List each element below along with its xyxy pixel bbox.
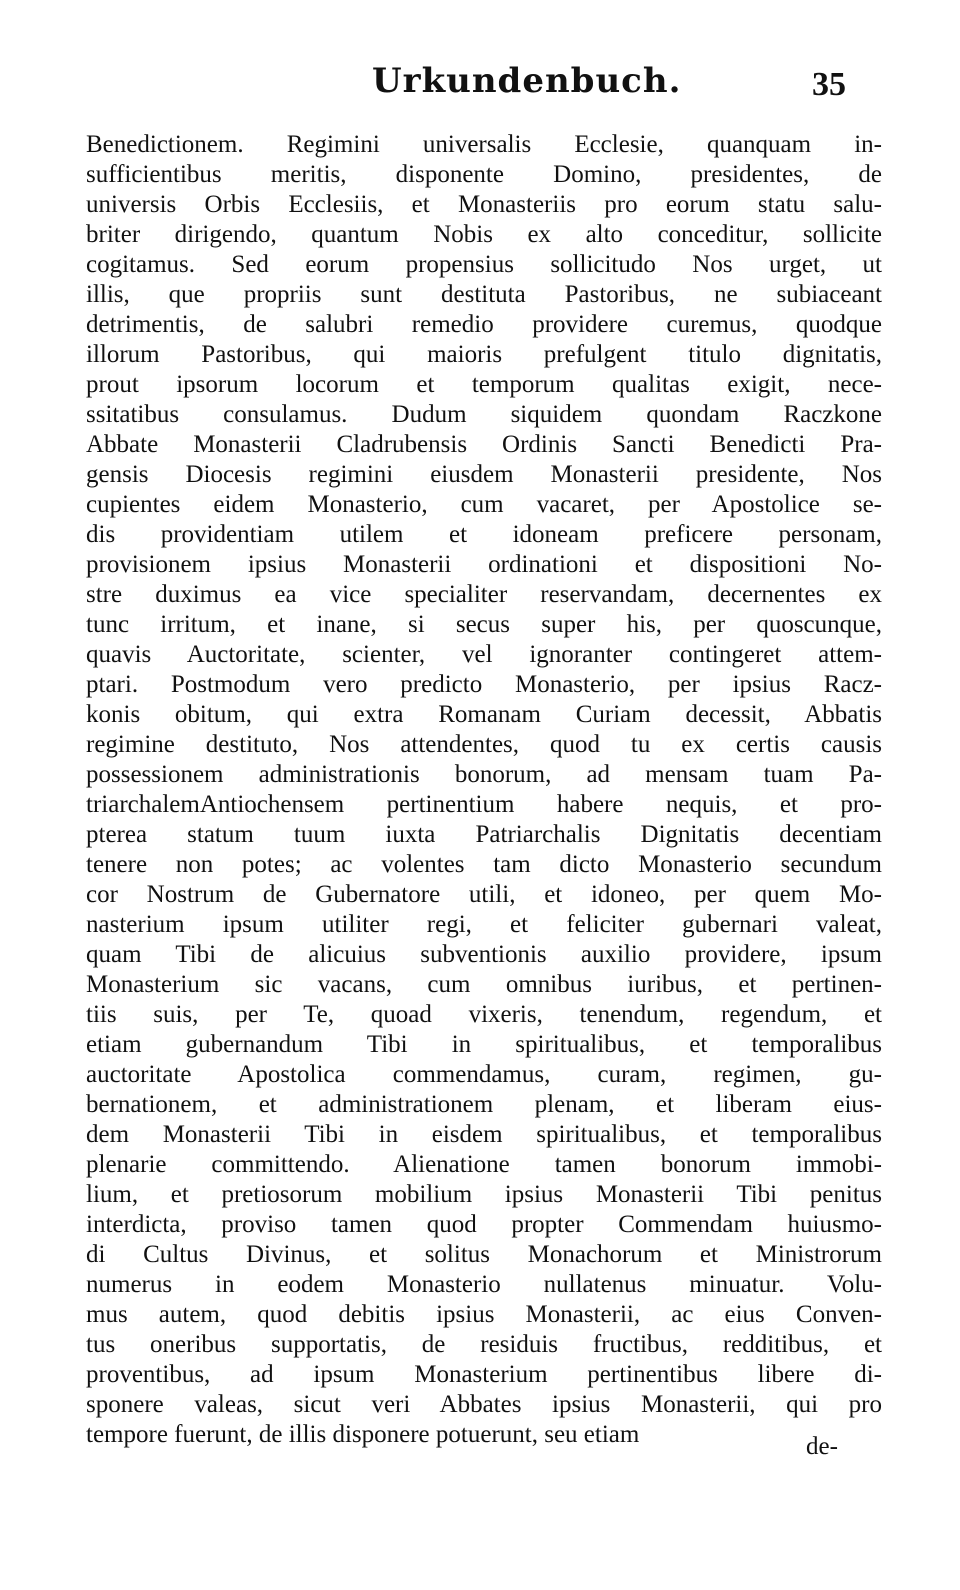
text-line: tiis suis, per Te, quoad vixeris, tenendum, regendum, et (86, 1001, 882, 1028)
text-line: etiam gubernandum Tibi in spiritualibus, et temporalibus (86, 1031, 882, 1058)
text-line: konis obitum, qui extra Romanam Curiam decessit, Abbatis (86, 701, 882, 728)
body-text (86, 130, 882, 1450)
text-line: auctoritate Apostolica commendamus, curam, regimen, gu- (86, 1061, 882, 1088)
text-line: numerus in eodem Monasterio nullatenus minuatur. Volu- (86, 1271, 882, 1298)
text-line: quavis Auctoritate, scienter, vel ignoranter contingeret attem- (86, 641, 882, 668)
text-line: mus autem, quod debitis ipsius Monasterii, ac eius Conven- (86, 1301, 882, 1328)
text-line: sufficientibus meritis, disponente Domino, presidentes, de (86, 161, 882, 188)
text-line: sponere valeas, sicut veri Abbates ipsius Monasterii, qui pro (86, 1391, 882, 1418)
text-line: dis providentiam utilem et idoneam preficere personam, (86, 521, 882, 548)
text-line: cor Nostrum de Gubernatore utili, et idoneo, per quem Mo- (86, 881, 882, 908)
text-line: pterea statum tuum iuxta Patriarchalis Dignitatis decentiam (86, 821, 882, 848)
text-line: briter dirigendo, quantum Nobis ex alto conceditur, sollicite (86, 221, 882, 248)
text-line: tus oneribus supportatis, de residuis fructibus, redditibus, et (86, 1331, 882, 1358)
catchword: de- (806, 1433, 838, 1460)
text-line: stre duximus ea vice specialiter reservandam, decernentes ex (86, 581, 882, 608)
text-line: gensis Diocesis regimini eiusdem Monasterii presidente, Nos (86, 461, 882, 488)
text-line: universis Orbis Ecclesiis, et Monasteriis pro eorum statu salu- (86, 191, 882, 218)
text-line: bernationem, et administrationem plenam, et liberam eius- (86, 1091, 882, 1118)
text-line: nasterium ipsum utiliter regi, et feliciter gubernari valeat, (86, 911, 882, 938)
text-line: detrimentis, de salubri remedio providere curemus, quodque (86, 311, 882, 338)
text-line: lium, et pretiosorum mobilium ipsius Monasterii Tibi penitus (86, 1181, 882, 1208)
text-line: interdicta, proviso tamen quod propter Commendam huiusmo- (86, 1211, 882, 1238)
text-line: Abbate Monasterii Cladrubensis Ordinis Sancti Benedicti Pra- (86, 431, 882, 458)
text-line: proventibus, ad ipsum Monasterium pertinentibus libere di- (86, 1361, 882, 1388)
text-line: triarchalemAntiochensem pertinentium habere nequis, et pro- (86, 791, 882, 818)
text-line: tempore fuerunt, de illis disponere potuerunt, seu etiam (86, 1421, 640, 1448)
text-line: dem Monasterii Tibi in eisdem spiritualibus, et temporalibus (86, 1121, 882, 1148)
running-head: Urkundenbuch. (372, 61, 682, 101)
text-line: ptari. Postmodum vero predicto Monasterio, per ipsius Racz- (86, 671, 882, 698)
text-line: illis, que propriis sunt destituta Pastoribus, ne subiaceant (86, 281, 882, 308)
text-line: Benedictionem. Regimini universalis Ecclesie, quanquam in- (86, 131, 882, 158)
text-line: prout ipsorum locorum et temporum qualitas exigit, nece- (86, 371, 882, 398)
text-line: Monasterium sic vacans, cum omnibus iuribus, et pertinen- (86, 971, 882, 998)
text-line: illorum Pastoribus, qui maioris prefulgent titulo dignitatis, (86, 341, 882, 368)
page-number: 35 (812, 66, 846, 103)
text-line: quam Tibi de alicuius subventionis auxilio providere, ipsum (86, 941, 882, 968)
text-line: possessionem administrationis bonorum, ad mensam tuam Pa- (86, 761, 882, 788)
text-line: di Cultus Divinus, et solitus Monachorum et Ministrorum (86, 1241, 882, 1268)
text-line: cogitamus. Sed eorum propensius sollicitudo Nos urget, ut (86, 251, 882, 278)
text-line: cupientes eidem Monasterio, cum vacaret, per Apostolice se- (86, 491, 882, 518)
text-line: tenere non potes; ac volentes tam dicto Monasterio secundum (86, 851, 882, 878)
text-line: tunc irritum, et inane, si secus super his, per quoscunque, (86, 611, 882, 638)
text-line: provisionem ipsius Monasterii ordinationi et dispositioni No- (86, 551, 882, 578)
text-line: regimine destituto, Nos attendentes, quod tu ex certis causis (86, 731, 882, 758)
text-line: ssitatibus consulamus. Dudum siquidem quondam Raczkone (86, 401, 882, 428)
text-line: plenarie committendo. Alienatione tamen bonorum immobi- (86, 1151, 882, 1178)
